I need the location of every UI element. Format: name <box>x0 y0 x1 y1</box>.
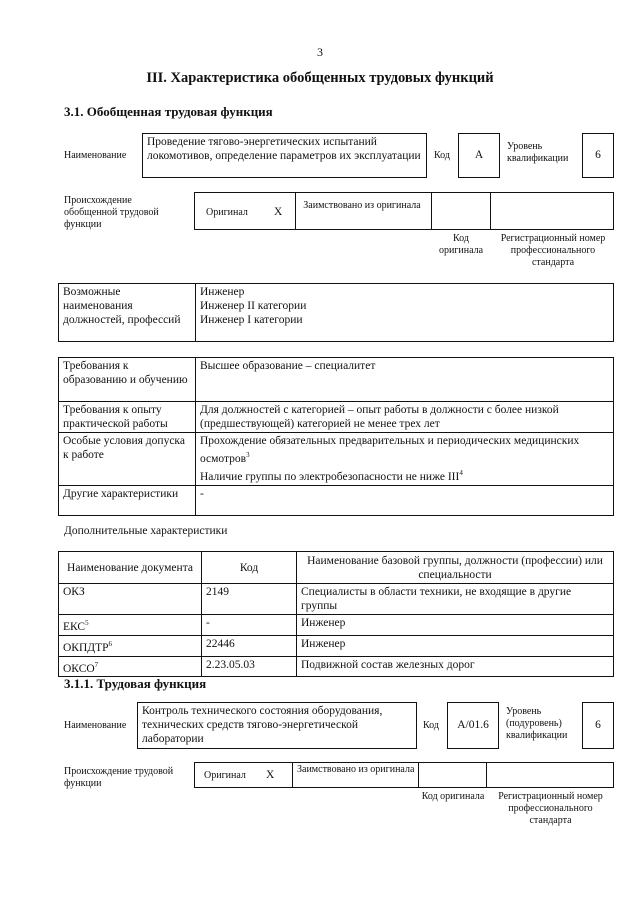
origin-label: Происхождение обобщенной трудовой функции <box>64 195 159 230</box>
level-box <box>582 702 614 749</box>
doc-code: 2.23.05.03 <box>202 656 297 677</box>
code-label: Код <box>434 150 450 161</box>
requirement-value: - <box>196 485 614 515</box>
divider <box>486 762 487 788</box>
column-header: Наименование базовой группы, должности (профессии) или специальности <box>297 552 614 584</box>
doc-title: Инженер <box>297 615 614 636</box>
divider <box>431 192 432 230</box>
code-original-caption: Код оригинала <box>421 791 485 802</box>
requirement-label: Требования к образованию и обучению <box>59 358 196 402</box>
doc-title: Инженер <box>297 635 614 656</box>
origin-label: Происхождение трудовой функции <box>64 766 174 789</box>
borrowed-label: Заимствовано из оригинала <box>297 764 415 775</box>
name-label: Наименование <box>64 720 127 731</box>
doc-title: Специалисты в области техники, не входящие в другие группы <box>297 584 614 615</box>
divider <box>292 762 293 788</box>
original-mark: Х <box>266 769 275 781</box>
table-row <box>59 656 614 677</box>
function-name-value: Проведение тягово-энергетических испытаний локомотивов, определение параметров их эксплуатации <box>147 136 421 162</box>
original-mark: Х <box>274 206 283 218</box>
footnote-mark: 6 <box>108 639 113 648</box>
column-header: Наименование документа <box>59 552 202 584</box>
position-line: Инженер <box>200 286 245 298</box>
requirement-text: Прохождение обязательных предварительных и периодических медицинских осмотров <box>200 435 580 465</box>
requirement-text: Наличие группы по электробезопасности не ниже III <box>200 470 460 483</box>
doc-name: ЕКС <box>63 620 86 633</box>
footnote-mark: 7 <box>94 660 99 669</box>
additional-heading: Дополнительные характеристики <box>64 525 228 537</box>
section-title: III. Характеристика обобщенных трудовых функций <box>146 70 494 86</box>
generalized-function-heading: 3.1. Обобщенная трудовая функция <box>64 104 273 119</box>
requirement-value <box>196 433 614 486</box>
code-box <box>447 702 499 749</box>
doc-name: ОКПДТР <box>63 641 109 654</box>
table-row <box>59 584 614 615</box>
level-value: 6 <box>595 149 601 161</box>
position-line: Инженер I категории <box>200 314 303 326</box>
position-line: Инженер II категории <box>200 300 307 312</box>
footnote-mark: 3 <box>246 451 250 459</box>
original-label: Оригинал <box>204 770 246 781</box>
doc-title: Подвижной состав железных дорог <box>297 656 614 677</box>
positions-values <box>196 284 614 342</box>
code-box <box>458 133 500 178</box>
requirement-label: Требования к опыту практической работы <box>59 402 196 433</box>
footnote-mark: 4 <box>459 468 463 477</box>
column-header: Код <box>202 552 297 584</box>
level-box <box>582 133 614 178</box>
doc-code: - <box>202 615 297 636</box>
original-label: Оригинал <box>206 207 248 218</box>
table-row <box>59 615 614 636</box>
additional-table <box>58 551 614 677</box>
code-value: A/01.6 <box>457 719 489 731</box>
requirement-label: Особые условия допуска к работе <box>59 433 196 486</box>
doc-name: ОКСО <box>63 662 95 675</box>
reg-number-caption: Регистрационный номер профессионального стандарта <box>498 791 603 826</box>
level-value: 6 <box>595 719 601 731</box>
requirement-label: Другие характеристики <box>59 485 196 515</box>
table-row <box>59 635 614 656</box>
level-label: Уровень квалификации <box>507 141 569 164</box>
divider <box>418 762 419 788</box>
requirement-value: Для должностей с категорией – опыт работы в должности с более низкой (предшествующей) категорией не менее трех лет <box>196 402 614 433</box>
code-original-caption: Код оригинала <box>438 233 484 256</box>
page-number: 3 <box>317 45 323 59</box>
footnote-mark: 5 <box>85 619 89 627</box>
doc-code: 22446 <box>202 635 297 656</box>
reg-number-caption: Регистрационный номер профессионального стандарта <box>500 233 606 268</box>
code-label: Код <box>423 720 439 731</box>
positions-table <box>58 283 614 342</box>
doc-name: ОКЗ <box>63 586 85 598</box>
function-name-box <box>142 133 427 178</box>
borrowed-label: Заимствовано из оригинала <box>303 200 421 211</box>
divider <box>490 192 491 230</box>
function-name-value: Контроль технического состояния оборудования, технических средств тягово-энергетической лаборатории <box>142 705 383 745</box>
positions-label: Возможные наименования должностей, профессий <box>59 284 196 342</box>
function-name-box <box>137 702 417 749</box>
divider <box>295 192 296 230</box>
name-label: Наименование <box>64 150 127 161</box>
requirements-table <box>58 357 614 516</box>
code-value: А <box>474 149 484 161</box>
doc-code: 2149 <box>202 584 297 615</box>
requirement-value: Высшее образование – специалитет <box>196 358 614 402</box>
labor-function-heading: 3.1.1. Трудовая функция <box>64 676 207 691</box>
level-label: Уровень (подуровень) квалификации <box>506 706 568 741</box>
